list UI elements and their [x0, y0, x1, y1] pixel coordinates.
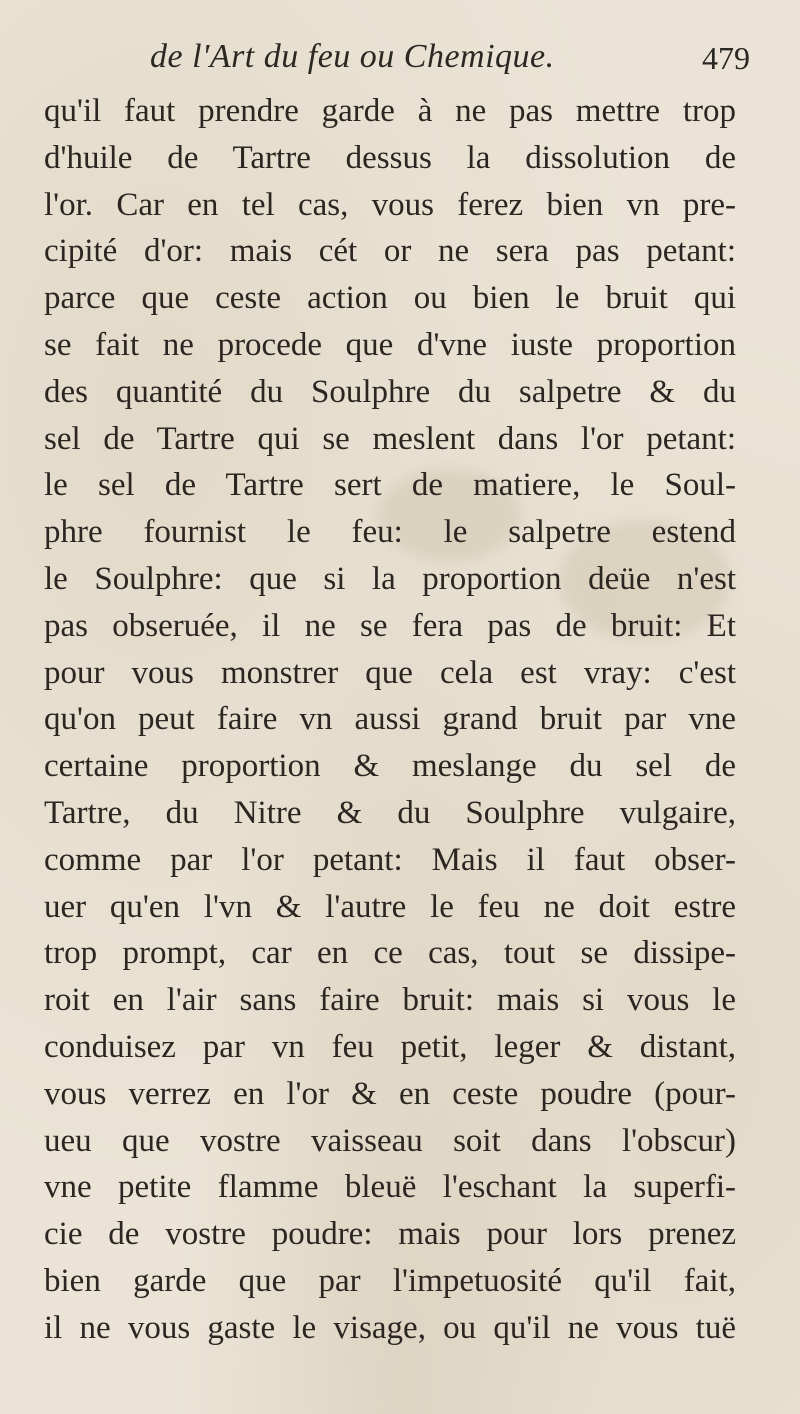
- text-line: vous verrez en l'or & en ceste poudre (pour-: [44, 1075, 736, 1112]
- text-line: qu'il faut prendre garde à ne pas mettre trop: [44, 93, 736, 129]
- text-line: le Soulphre: que si la proportion deüe n'est: [44, 560, 736, 597]
- text-line: cie de vostre poudre: mais pour lors prenez: [44, 1216, 736, 1253]
- text-line: roit en l'air sans faire bruit: mais si vous le: [44, 982, 736, 1019]
- text-line: certaine proportion & meslange du sel de: [44, 748, 736, 785]
- page-number: 479: [702, 40, 750, 76]
- text-line: cipité d'or: mais cét or ne sera pas petant:: [44, 233, 736, 270]
- text-line: trop prompt, car en ce cas, tout se dissipe-: [44, 935, 736, 972]
- text-line: pour vous monstrer que cela est vray: c'est: [44, 654, 736, 691]
- text-line: se fait ne procede que d'vne iuste proportion: [44, 326, 736, 363]
- body-text: [44, 88, 736, 1352]
- text-line: vne petite flamme bleuë l'eschant la superfi-: [44, 1169, 736, 1206]
- text-line: il ne vous gaste le visage, ou qu'il ne vous tuë: [44, 1309, 736, 1346]
- text-line: parce que ceste action ou bien le bruit qui: [44, 280, 736, 317]
- text-line: pas obseruée, il ne se fera pas de bruit: Et: [44, 607, 736, 644]
- text-line: conduisez par vn feu petit, leger & distant,: [44, 1028, 736, 1065]
- text-line: sel de Tartre qui se meslent dans l'or petant:: [44, 420, 736, 457]
- text-line: ueu que vostre vaisseau soit dans l'obscur): [44, 1122, 736, 1159]
- running-head: [110, 38, 750, 82]
- text-line: phre fournist le feu: le salpetre estend: [44, 514, 736, 551]
- text-line: bien garde que par l'impetuosité qu'il fait,: [44, 1262, 736, 1299]
- text-line: d'huile de Tartre dessus la dissolution de: [44, 139, 736, 176]
- text-line: uer qu'en l'vn & l'autre le feu ne doit estre: [44, 888, 736, 925]
- text-line: Tartre, du Nitre & du Soulphre vulgaire,: [44, 794, 736, 831]
- text-line: comme par l'or petant: Mais il faut obser-: [44, 841, 736, 878]
- text-line: des quantité du Soulphre du salpetre & du: [44, 373, 736, 410]
- running-title: de l'Art du feu ou Chemique.: [150, 38, 555, 75]
- text-line: qu'on peut faire vn aussi grand bruit par vne: [44, 701, 736, 738]
- text-line: le sel de Tartre sert de matiere, le Soul-: [44, 467, 736, 504]
- text-line: l'or. Car en tel cas, vous ferez bien vn pre-: [44, 186, 736, 223]
